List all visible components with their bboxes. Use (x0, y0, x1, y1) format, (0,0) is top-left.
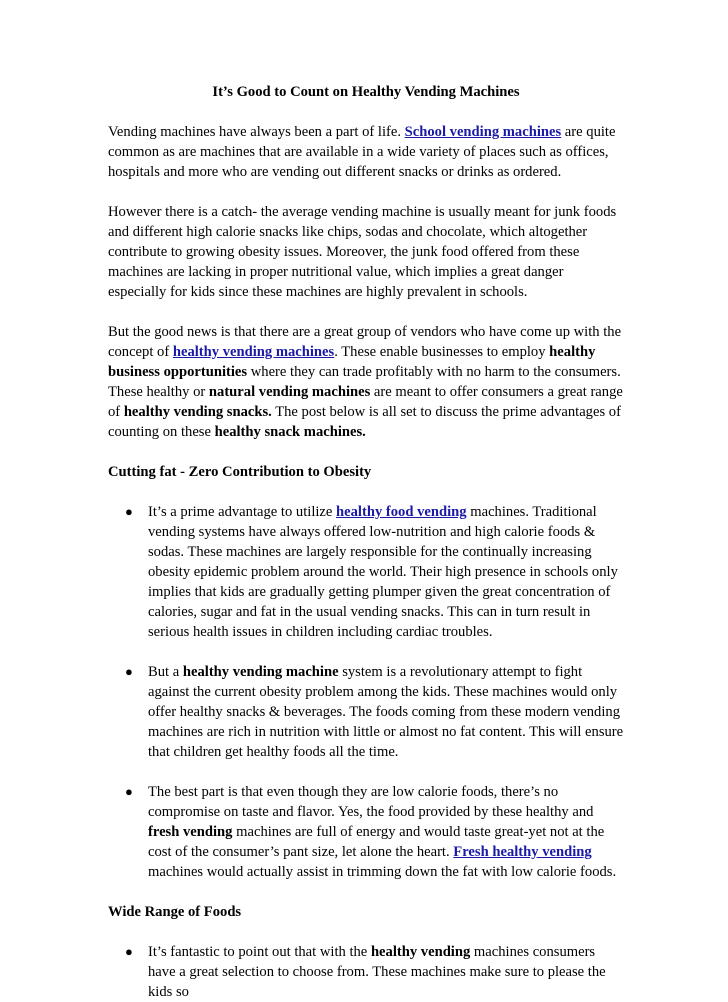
list-item (108, 502, 624, 642)
paragraph-intro (108, 122, 624, 182)
text-run: But the good news is that there are a great group of vendors who have come up with the concept of (108, 324, 622, 360)
text-run: are meant to offer consumers a great range of (108, 384, 623, 420)
link-healthy-food-vending[interactable]: healthy food vending (336, 504, 467, 520)
list-item (108, 942, 624, 1002)
bold-term: healthy vending (370, 944, 471, 960)
list-item (108, 782, 624, 882)
section-heading-cutting-fat: Cutting fat - Zero Contribution to Obesity (108, 464, 372, 480)
text-run: are quite common as are machines that are available in a wide variety of places such as offices, hospitals and more who are vending out different snacks or drinks as ordered. (108, 124, 616, 180)
bold-term: fresh vending (148, 824, 233, 840)
paragraph-good-news (108, 322, 624, 442)
bold-term: healthy vending snacks. (123, 404, 272, 420)
bold-term: natural vending machines (208, 384, 371, 400)
text-run: It’s fantastic to point out that with the (148, 944, 371, 960)
paragraph-catch: However there is a catch- the average vending machine is usually meant for junk foods and different high calorie snacks like chips, sodas and chocolate, which altogether contribute to growing obesity issues. Moreover, the junk food offered from these machines are lacking in proper nutritional value, which implies a great danger especially for kids since these machines are highly prevalent in schools. (108, 204, 617, 300)
bullet-icon: ● (125, 504, 133, 519)
section-heading-wide-range: Wide Range of Foods (108, 904, 242, 920)
text-run: where they can trade profitably with no harm to the consumers. These healthy or (108, 364, 621, 400)
bold-term: healthy vending machine (182, 664, 339, 680)
text-run: Vending machines have always been a part of life. (108, 124, 405, 140)
text-run: machines. Traditional vending systems have always offered low-nutrition and high calorie foods & sodas. These machines are largely responsible for the continually increasing obesity epidemic problem around the world. Their high presence in schools only implies that kids are gradually getting plumper given the great concentration of calories, sugar and fat in the usual vending snacks. This can in turn result in serious health issues in children including cardiac troubles. (148, 504, 618, 640)
list-item (108, 662, 624, 762)
link-healthy-vending-machines[interactable]: healthy vending machines (172, 344, 335, 360)
bullet-list-wide-range (108, 942, 624, 1002)
document-title: It’s Good to Count on Healthy Vending Machines (212, 84, 520, 100)
bold-term: healthy business opportunities (108, 344, 596, 380)
text-run: It’s a prime advantage to utilize (148, 504, 337, 520)
text-run: . These enable businesses to employ (334, 344, 550, 360)
bold-term: healthy snack machines. (214, 424, 366, 440)
link-fresh-healthy-vending[interactable]: Fresh healthy vending (453, 844, 592, 860)
text-run: The post below is all set to discuss the prime advantages of counting on these (108, 404, 621, 440)
link-school-vending-machines[interactable]: School vending machines (404, 124, 562, 140)
bullet-list-cutting-fat (108, 502, 624, 882)
bullet-icon: ● (125, 784, 133, 799)
text-run: The best part is that even though they are low calorie foods, there’s no compromise on taste and flavor. Yes, the food provided by these healthy and (148, 784, 594, 820)
text-run: But a (148, 664, 183, 680)
text-run: machines consumers have a great selection to choose from. These machines make sure to please the kids so (148, 944, 606, 1000)
text-run: machines are full of energy and would taste great-yet not at the cost of the consumer’s pant size, let alone the heart. (148, 824, 605, 860)
text-run: machines would actually assist in trimming down the fat with low calorie foods. (148, 864, 617, 880)
text-run: system is a revolutionary attempt to fight against the current obesity problem among the kids. These machines would only offer healthy snacks & beverages. The foods coming from these modern vending machines are rich in nutrition with little or almost no fat content. This will ensure that children get healthy foods all the time. (148, 664, 624, 760)
bullet-icon: ● (125, 944, 133, 959)
bullet-icon: ● (125, 664, 133, 679)
